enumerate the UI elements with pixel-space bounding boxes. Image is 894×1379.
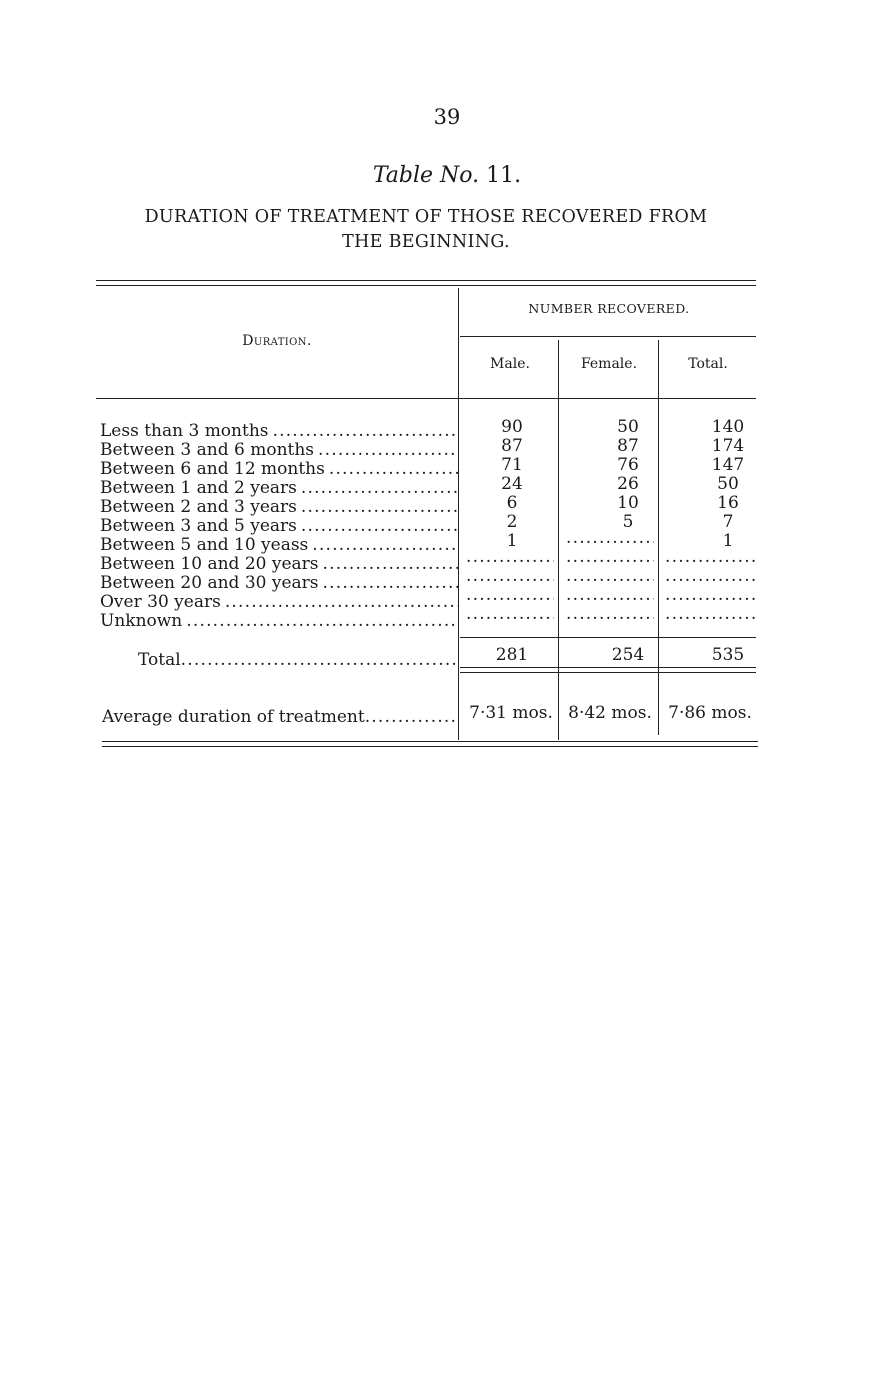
cell-total: 50 bbox=[717, 474, 739, 494]
cell-male: 71 bbox=[501, 455, 523, 475]
row-label: Between 10 and 20 years ..... bbox=[100, 554, 458, 574]
empty-cell-dots bbox=[665, 607, 755, 627]
row-label: Less than 3 months ..... bbox=[100, 421, 458, 441]
cell-total: 140 bbox=[711, 417, 745, 437]
cell-male: 6 bbox=[506, 493, 518, 513]
total-female: 254 bbox=[611, 645, 645, 665]
cell-male: 87 bbox=[501, 436, 523, 456]
row-label: Unknown ..... bbox=[100, 611, 458, 631]
cell-total: 16 bbox=[717, 493, 739, 513]
page-number: 39 bbox=[433, 105, 461, 129]
cell-female: 76 bbox=[617, 455, 639, 475]
column-divider-male bbox=[558, 340, 559, 740]
table-label-word: Table No. bbox=[372, 163, 480, 188]
empty-cell-dots bbox=[566, 569, 654, 589]
average-female: 8·42 mos. bbox=[568, 703, 652, 723]
total-male: 281 bbox=[495, 645, 529, 665]
cell-female: 5 bbox=[622, 512, 634, 532]
header-female: Female. bbox=[580, 356, 638, 372]
empty-cell-dots bbox=[466, 569, 554, 589]
total-bottom-rule-2 bbox=[460, 672, 756, 673]
row-label: Between 20 and 30 years ..... bbox=[100, 573, 458, 593]
table-title-line-1: DURATION OF TREATMENT OF THOSE RECOVERED FROM bbox=[144, 207, 708, 227]
empty-cell-dots bbox=[665, 550, 755, 570]
cell-total: 147 bbox=[711, 455, 745, 475]
empty-cell-dots bbox=[566, 588, 654, 608]
table-label-number: 11. bbox=[486, 163, 522, 188]
total-top-rule bbox=[460, 637, 756, 638]
cell-female: 87 bbox=[617, 436, 639, 456]
empty-cell-dots bbox=[466, 607, 554, 627]
top-rule-1 bbox=[96, 280, 756, 281]
row-label: Over 30 years ..... bbox=[100, 592, 458, 612]
empty-cell-dots bbox=[665, 569, 755, 589]
cell-male: 2 bbox=[506, 512, 518, 532]
table-label bbox=[0, 163, 894, 188]
table-title-line-2: THE BEGINNING. bbox=[342, 232, 510, 252]
empty-cell-dots bbox=[566, 607, 654, 627]
average-male: 7·31 mos. bbox=[469, 703, 553, 723]
header-bottom-rule bbox=[96, 398, 756, 399]
header-total: Total. bbox=[688, 356, 728, 372]
average-total: 7·86 mos. bbox=[668, 703, 752, 723]
bottom-rule-2 bbox=[102, 746, 758, 747]
total-bottom-rule-1 bbox=[460, 667, 756, 668]
total-total: 535 bbox=[711, 645, 745, 665]
header-number-recovered: NUMBER RECOVERED. bbox=[528, 301, 690, 316]
header-male: Male. bbox=[490, 356, 530, 372]
row-label: Between 2 and 3 years ..... bbox=[100, 497, 458, 517]
row-label: Between 6 and 12 months ..... bbox=[100, 459, 458, 479]
empty-cell-dots bbox=[466, 588, 554, 608]
row-label: Between 3 and 5 years ..... bbox=[100, 516, 458, 536]
top-rule-2 bbox=[96, 285, 756, 286]
empty-cell-dots bbox=[566, 531, 654, 551]
average-row-label: Average duration of treatment ..... bbox=[102, 707, 458, 727]
bottom-rule-1 bbox=[102, 741, 758, 742]
cell-male: 24 bbox=[501, 474, 523, 494]
row-label: Between 1 and 2 years ..... bbox=[100, 478, 458, 498]
cell-male: 90 bbox=[501, 417, 523, 437]
table-title bbox=[96, 205, 756, 255]
cell-female: 50 bbox=[617, 417, 639, 437]
cell-female: 26 bbox=[617, 474, 639, 494]
empty-cell-dots bbox=[566, 550, 654, 570]
cell-total: 174 bbox=[711, 436, 745, 456]
header-duration: Duration. bbox=[242, 333, 312, 349]
total-row-label: Total ..... bbox=[138, 650, 458, 670]
column-divider-label bbox=[458, 288, 459, 740]
row-label: Between 5 and 10 yeass ..... bbox=[100, 535, 458, 555]
row-label: Between 3 and 6 months ..... bbox=[100, 440, 458, 460]
header-group-rule bbox=[460, 336, 756, 337]
column-divider-female bbox=[658, 340, 659, 735]
cell-female: 10 bbox=[617, 493, 639, 513]
empty-cell-dots bbox=[665, 588, 755, 608]
cell-male: 1 bbox=[506, 531, 518, 551]
empty-cell-dots bbox=[466, 550, 554, 570]
cell-total: 1 bbox=[722, 531, 734, 551]
cell-total: 7 bbox=[722, 512, 734, 532]
